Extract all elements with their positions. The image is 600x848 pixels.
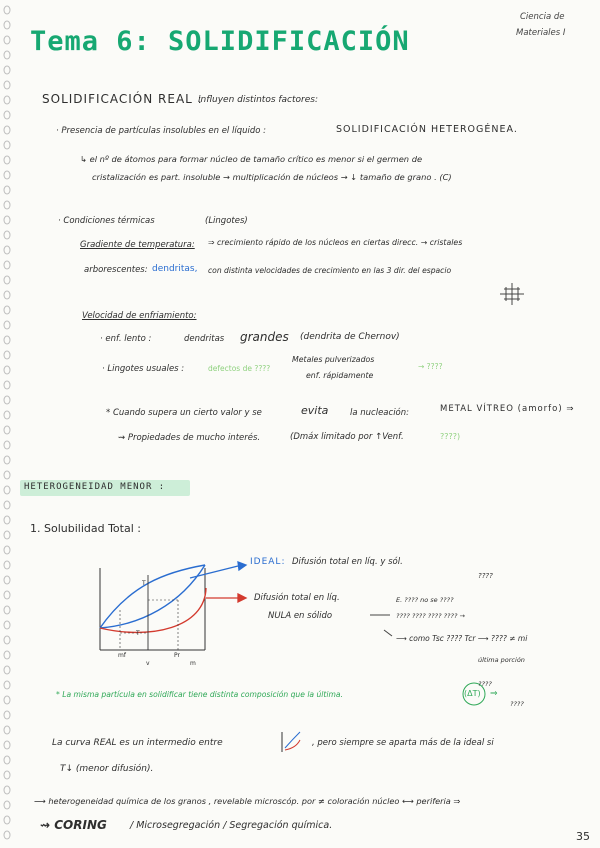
spiral-ring <box>4 516 10 524</box>
arbor-dendritas: dendritas, <box>152 264 198 274</box>
ingots-b: defectos de ???? <box>208 364 271 373</box>
diagram-label-tsol: T <box>142 580 146 587</box>
gradient-text: ⇒ crecimiento rápido de los núcleos en ciertas direcc. → cristales <box>208 238 463 247</box>
gradient-label: Gradiente de temperatura: <box>80 240 195 250</box>
subject-label-line2: Materiales I <box>516 28 566 38</box>
spiral-ring <box>4 201 10 209</box>
spiral-ring <box>4 711 10 719</box>
section-heading-real: SOLIDIFICACIÓN REAL : <box>42 92 203 106</box>
real-curve-c: T↓ (menor difusión). <box>60 764 154 774</box>
diagram-right-note4: ⟶ como Tsc ???? Tcr ⟶ ???? ≠ mi <box>396 634 528 643</box>
spiral-ring <box>4 471 10 479</box>
spiral-ring <box>4 411 10 419</box>
spiral-ring <box>4 816 10 824</box>
note-c: la nucleación: <box>350 408 410 418</box>
real-curve-a: La curva REAL es un intermedio entre <box>52 738 223 748</box>
prop-c: ????) <box>440 432 461 441</box>
cooling-slow-d: (dendrita de Chernov) <box>300 332 400 342</box>
spiral-ring <box>4 216 10 224</box>
spiral-ring <box>4 171 10 179</box>
real-text-line2: NULA en sólido <box>268 611 333 621</box>
diagram-right-note5: última porción <box>478 656 525 664</box>
spiral-ring <box>4 156 10 164</box>
subject-label-line1: Ciencia de <box>520 12 565 22</box>
spiral-ring <box>4 36 10 44</box>
spiral-ring <box>4 456 10 464</box>
spiral-ring <box>4 66 10 74</box>
spiral-ring <box>4 291 10 299</box>
thermal-bullet: · Condiciones térmicas <box>58 216 155 226</box>
spiral-ring <box>4 696 10 704</box>
cooling-slow-b: dendritas <box>184 334 225 344</box>
page-number: 35 <box>576 830 590 843</box>
spiral-ring <box>4 546 10 554</box>
spiral-ring <box>4 261 10 269</box>
spiral-ring <box>4 126 10 134</box>
green-note: * La misma partícula en solidificar tiene distinta composición que la última. <box>56 690 343 699</box>
spiral-ring <box>4 531 10 539</box>
cooling-slow-c: grandes <box>240 330 289 344</box>
prop-a: ⇝ Propiedades de mucho interés. <box>118 433 261 443</box>
diagram-right-note1: ???? <box>478 572 493 580</box>
spiral-ring <box>4 141 10 149</box>
note-d: METAL VÍTREO (amorfo) ⇒ <box>440 404 575 414</box>
spiral-ring <box>4 756 10 764</box>
spiral-ring <box>4 576 10 584</box>
real-solidus-curve <box>100 588 206 632</box>
ingots-c2: enf. rápidamente <box>306 371 374 380</box>
green-arrow: ⇒ <box>490 689 498 699</box>
spiral-ring <box>4 51 10 59</box>
diagram-label-v: v <box>146 660 150 667</box>
spiral-ring <box>4 621 10 629</box>
cooling-label: Velocidad de enfriamiento: <box>82 311 197 321</box>
section-heading-note: influyen distintos factores: <box>198 95 318 105</box>
spiral-ring <box>4 561 10 569</box>
diagram-right-note3: ???? ???? ???? ???? → <box>396 612 465 620</box>
spiral-ring <box>4 501 10 509</box>
diagram-label-m: m <box>190 660 196 667</box>
spiral-ring <box>4 186 10 194</box>
note-a: * Cuando supera un cierto valor y se <box>106 408 262 418</box>
spiral-ring <box>4 486 10 494</box>
spiral-ring <box>4 111 10 119</box>
spiral-ring <box>4 246 10 254</box>
diagram-right-note6: ???? <box>478 680 492 688</box>
spiral-ring <box>4 786 10 794</box>
section-heading-heterogeneidad: HETEROGENEIDAD MENOR : <box>24 482 166 492</box>
note-b: evita <box>301 404 329 417</box>
prop-b: (Dmáx limitado por ↑Venf. <box>290 432 404 442</box>
spiral-ring <box>4 96 10 104</box>
spiral-ring <box>4 81 10 89</box>
ingots-d: → ???? <box>418 362 443 371</box>
diagram-right-note7: ???? <box>510 700 524 708</box>
diagram-label-tcr: T <box>136 630 140 637</box>
spiral-ring <box>4 606 10 614</box>
spiral-ring <box>4 306 10 314</box>
spiral-ring <box>4 441 10 449</box>
coring-label: ⇝ CORING <box>40 818 107 832</box>
real-text-line1: Difusión total en líq. <box>254 593 340 603</box>
spiral-ring <box>4 426 10 434</box>
ideal-text: Difusión total en líq. y sól. <box>292 557 403 567</box>
spiral-ring <box>4 351 10 359</box>
spiral-ring <box>4 831 10 839</box>
spiral-ring <box>4 396 10 404</box>
spiral-ring <box>4 666 10 674</box>
sub-heading-solubility: 1. Solubilidad Total : <box>30 522 141 535</box>
page-title: Tema 6: SOLIDIFICACIÓN <box>30 26 410 57</box>
spiral-ring <box>4 276 10 284</box>
spiral-ring <box>4 231 10 239</box>
particles-line2: cristalización es part. insoluble → multiplicación de núcleos → ↓ tamaño de grano . (C) <box>92 172 452 182</box>
spiral-ring <box>4 651 10 659</box>
spiral-ring <box>4 321 10 329</box>
green-delta: (ΔT) <box>464 689 481 698</box>
ingots-a: · Lingotes usuales : <box>102 364 185 374</box>
particles-result: SOLIDIFICACIÓN HETEROGÉNEA. <box>336 124 518 135</box>
spiral-binding <box>0 0 14 848</box>
diagram-label-pr: Pr <box>174 652 180 659</box>
diagram-label-mf: mf <box>118 652 126 659</box>
spiral-ring <box>4 771 10 779</box>
thermal-paren: (Lingotes) <box>205 216 248 226</box>
spiral-ring <box>4 681 10 689</box>
cooling-slow-a: · enf. lento : <box>100 334 152 344</box>
arbor-end: con distinta velocidades de crecimiento en las 3 dir. del espacio <box>208 266 452 275</box>
spiral-ring <box>4 366 10 374</box>
spiral-ring <box>4 801 10 809</box>
solidus-curve <box>100 565 205 628</box>
ingots-c1: Metales pulverizados <box>292 355 375 364</box>
arbor-start: arborescentes: <box>84 265 148 275</box>
coring-rest: / Microsegregación / Segregación química. <box>130 820 333 831</box>
particles-bullet: · Presencia de partículas insolubles en el líquido : <box>56 126 267 136</box>
real-curve-b: , pero siempre se aparta más de la ideal si <box>312 738 494 748</box>
spiral-ring <box>4 741 10 749</box>
spiral-ring <box>4 6 10 14</box>
spiral-ring <box>4 636 10 644</box>
spiral-ring <box>4 21 10 29</box>
ideal-label: IDEAL: <box>250 557 286 567</box>
spiral-ring <box>4 381 10 389</box>
particles-line1: ↳ el nº de átomos para formar núcleo de tamaño crítico es menor si el germen de <box>80 154 423 164</box>
diagram-right-note2: E. ???? no se ???? <box>396 596 454 604</box>
spiral-ring <box>4 726 10 734</box>
liquidus-curve <box>100 565 205 628</box>
spiral-ring <box>4 591 10 599</box>
spiral-ring <box>4 336 10 344</box>
heterogeneity-note: ⟶ heterogeneidad química de los granos , revelable microscóp. por ≠ coloración núcleo ⟷ periferia ⇒ <box>34 796 461 806</box>
